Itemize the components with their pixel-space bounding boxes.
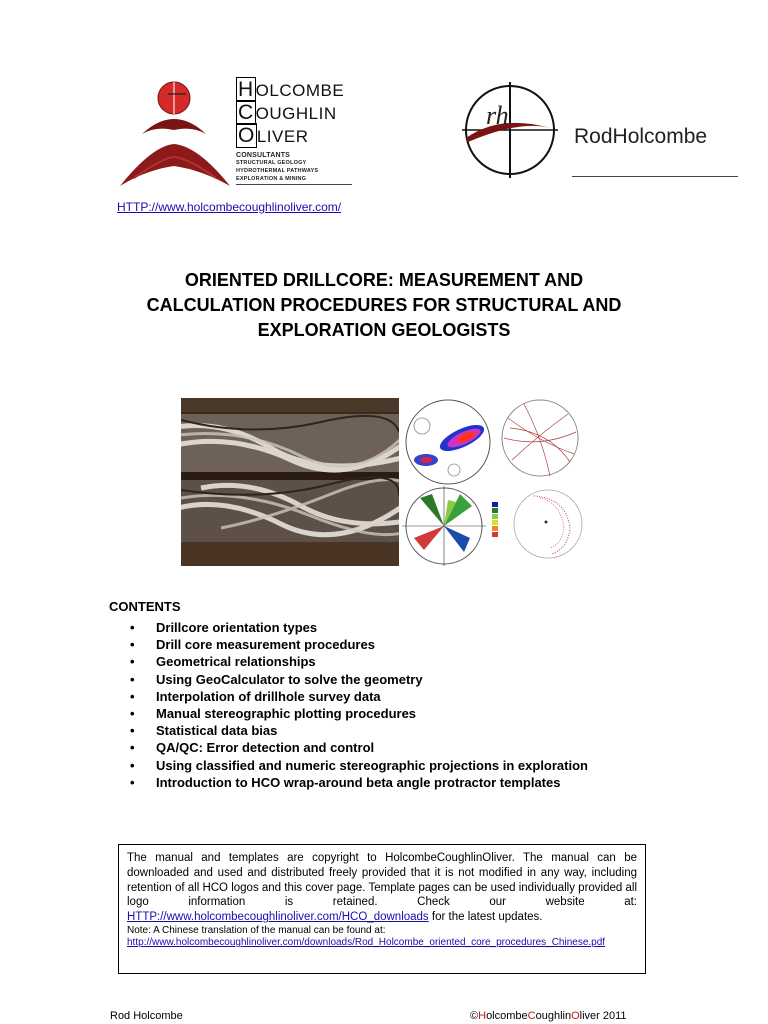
list-item: • Geometrical relationships	[130, 654, 316, 670]
stereonet-plots	[400, 398, 586, 568]
translation-note: Note: A Chinese translation of the manual can be found at:	[127, 924, 386, 936]
list-item: • Using classified and numeric stereographic projections in exploration	[130, 757, 588, 773]
rh-monogram-icon	[460, 80, 570, 185]
copyright-paragraph: The manual and templates are copyright to HolcombeCoughlinOliver. The manual can be downloaded and used and distributed freely provided that it is not modified in any way, including retention of all HCO logos and this cover page. Template pages can be used individually provided all logo information is retained. Check our website at: HTTP://www.holcombecoughlinoliver.com/HCO_downloads for the latest updates.	[127, 852, 637, 924]
list-item: • Statistical data bias	[130, 723, 278, 739]
footer-copyright: ©HolcombeCoughlinOliver 2011	[470, 1010, 627, 1022]
hco-tagline: HYDROTHERMAL PATHWAYS	[236, 168, 319, 174]
drillcore-photo	[181, 398, 399, 566]
hco-tagline: CONSULTANTS	[236, 152, 291, 159]
hco-name-line-3: O LIVER	[238, 124, 309, 147]
hco-name-line-2: C OUGHLIN	[238, 101, 337, 124]
rh-logo-name: RodHolcombe	[574, 125, 708, 148]
footer-author: Rod Holcombe	[110, 1010, 183, 1022]
contents-list	[130, 619, 588, 791]
hco-rule	[236, 184, 352, 185]
svg-text:rh: rh	[486, 101, 509, 130]
title-line: ORIENTED DRILLCORE: MEASUREMENT AND	[184, 270, 584, 290]
rh-rule	[572, 176, 738, 177]
title-line: CALCULATION PROCEDURES FOR STRUCTURAL AND	[146, 295, 622, 315]
list-item: • Drill core measurement procedures	[130, 637, 375, 653]
hco-figure-icon	[112, 74, 234, 194]
title-line: EXPLORATION GEOLOGISTS	[257, 320, 511, 340]
list-item: • Drillcore orientation types	[130, 620, 318, 635]
copyright-notice-box	[118, 844, 646, 974]
hco-tagline: EXPLORATION & MINING	[236, 176, 307, 182]
hco-logo	[112, 74, 362, 194]
list-item: • QA/QC: Error detection and control	[130, 740, 375, 756]
list-item: • Interpolation of drillhole survey data	[130, 688, 381, 704]
website-link[interactable]: HTTP://www.holcombecoughlinoliver.com/	[117, 200, 342, 214]
rodholcombe-logo	[460, 80, 740, 185]
hco-name-line-1: H OLCOMBE	[238, 78, 345, 101]
chinese-translation-link[interactable]: http://www.holcombecoughlinoliver.com/downloads/Rod_Holcombe_oriented_core_procedures_Chinese.pdf	[127, 937, 606, 949]
hco-tagline: STRUCTURAL GEOLOGY	[236, 160, 307, 166]
contents-heading: CONTENTS	[109, 599, 181, 614]
list-item: • Introduction to HCO wrap-around beta angle protractor templates	[130, 774, 561, 790]
list-item: • Manual stereographic plotting procedures	[130, 705, 417, 721]
list-item: • Using GeoCalculator to solve the geometry	[130, 671, 423, 687]
downloads-link[interactable]: HTTP://www.holcombecoughlinoliver.com/HCO_downloads	[127, 911, 429, 924]
document-title	[80, 268, 688, 343]
